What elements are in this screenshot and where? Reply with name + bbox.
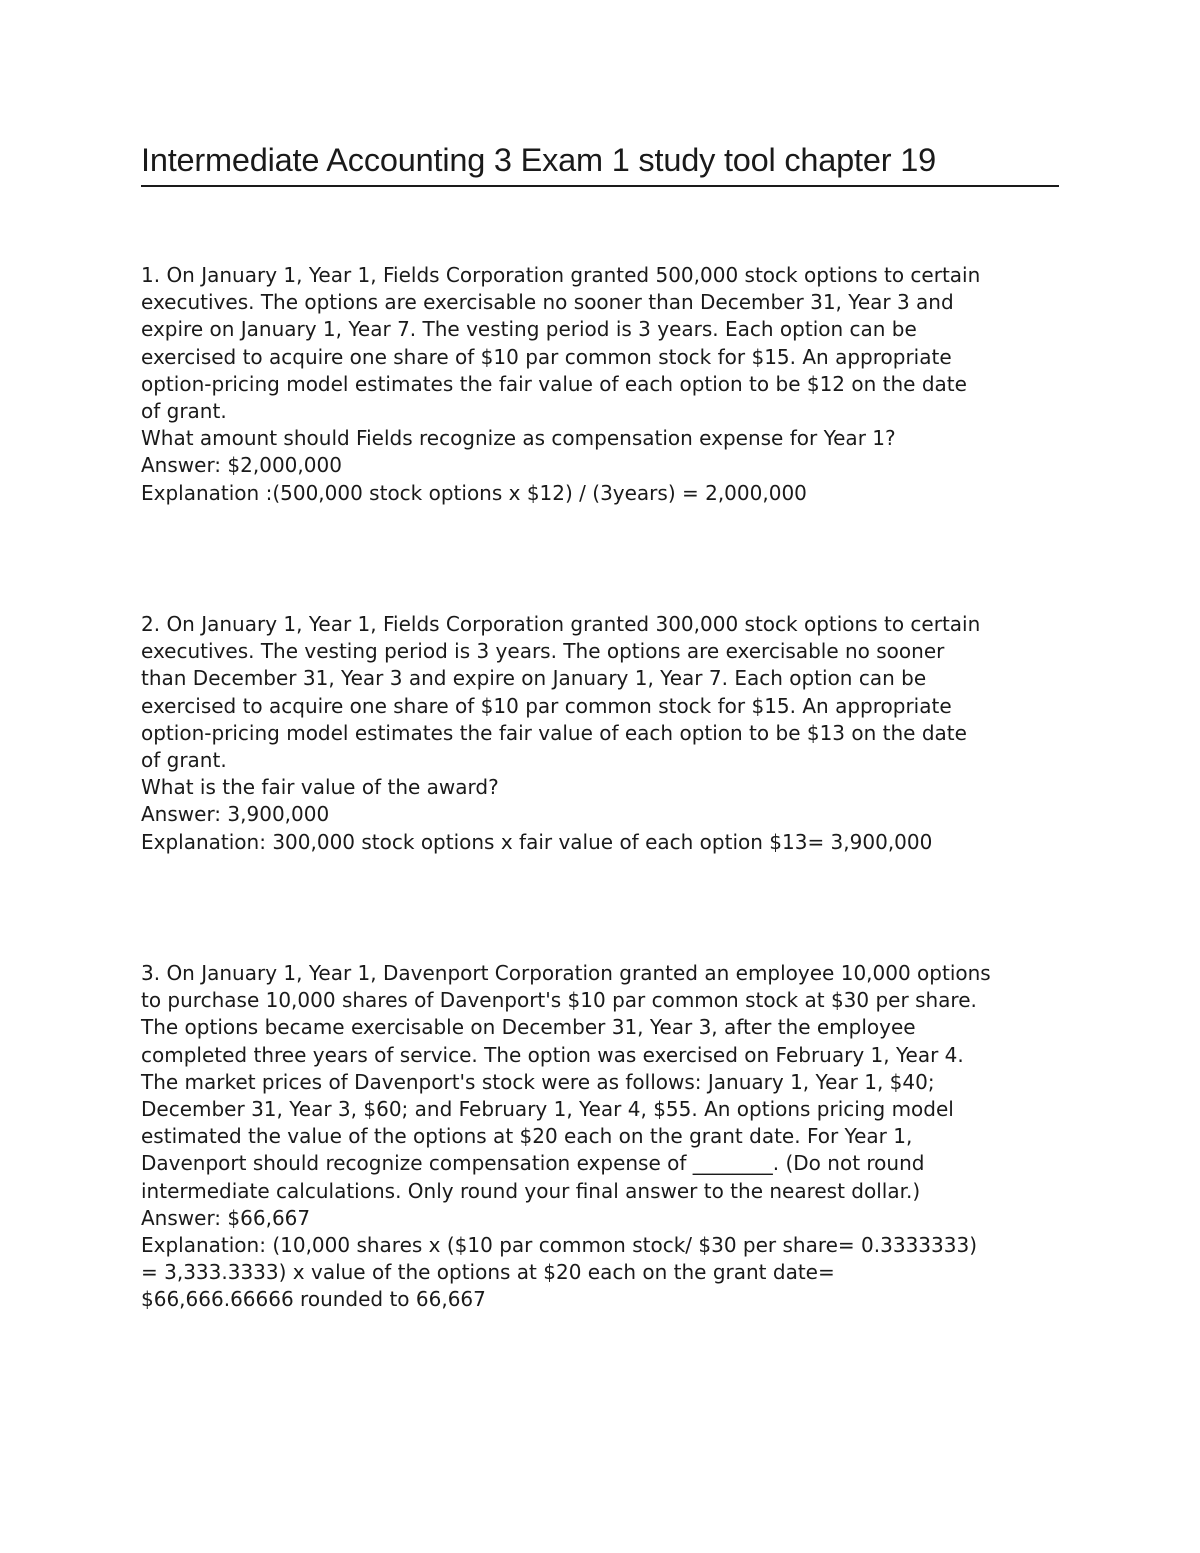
question-line: December 31, Year 3, $60; and February 1, Year 4, $55. An options pricing model [141, 1097, 954, 1122]
question-prompt: What amount should Fields recognize as compensation expense for Year 1? [141, 426, 896, 451]
question-line: exercised to acquire one share of $10 par common stock for $15. An appropriate [141, 693, 952, 718]
question-text [141, 611, 1066, 774]
question-line: option-pricing model estimates the fair value of each option to be $12 on the date [141, 371, 967, 396]
question-prompt: What is the fair value of the award? [141, 775, 499, 800]
question-block-1 [141, 262, 1066, 507]
question-line: executives. The options are exercisable no sooner than December 31, Year 3 and [141, 290, 954, 315]
explanation-line: = 3,333.3333) x value of the options at $20 each on the grant date= [141, 1260, 835, 1285]
explanation-line: Explanation: (10,000 shares x ($10 par common stock/ $30 per share= 0.3333333) [141, 1233, 977, 1258]
question-block-3 [141, 960, 1066, 1314]
question-block-2 [141, 611, 1066, 856]
question-line: intermediate calculations. Only round your final answer to the nearest dollar.) [141, 1178, 921, 1203]
question-line: of grant. [141, 399, 227, 424]
question-line: expire on January 1, Year 7. The vesting period is 3 years. Each option can be [141, 317, 917, 342]
question-line: The market prices of Davenport's stock were as follows: January 1, Year 1, $40; [141, 1069, 935, 1094]
question-line: executives. The vesting period is 3 years. The options are exercisable no sooner [141, 639, 945, 664]
question-line: of grant. [141, 748, 227, 773]
explanation-line: Explanation: 300,000 stock options x fair value of each option $13= 3,900,000 [141, 829, 933, 854]
answer-text: Answer: 3,900,000 [141, 802, 330, 827]
question-line: to purchase 10,000 shares of Davenport's $10 par common stock at $30 per share. [141, 988, 977, 1013]
explanation-text [141, 829, 1066, 856]
question-line: 3. On January 1, Year 1, Davenport Corporation granted an employee 10,000 options [141, 961, 991, 985]
question-text [141, 262, 1066, 425]
explanation-line: Explanation :(500,000 stock options x $12) / (3years) = 2,000,000 [141, 480, 807, 505]
question-line: exercised to acquire one share of $10 par common stock for $15. An appropriate [141, 344, 952, 369]
question-line: estimated the value of the options at $20 each on the grant date. For Year 1, [141, 1124, 913, 1149]
explanation-text [141, 1232, 1066, 1314]
answer-text: Answer: $66,667 [141, 1205, 311, 1230]
question-line: 1. On January 1, Year 1, Fields Corporation granted 500,000 stock options to certain [141, 263, 981, 287]
question-line: Davenport should recognize compensation expense of ________. (Do not round [141, 1151, 925, 1176]
question-text [141, 960, 1066, 1205]
question-line: completed three years of service. The option was exercised on February 1, Year 4. [141, 1042, 964, 1067]
question-line: The options became exercisable on December 31, Year 3, after the employee [141, 1015, 916, 1040]
explanation-text [141, 480, 1066, 507]
question-line: than December 31, Year 3 and expire on January 1, Year 7. Each option can be [141, 666, 927, 691]
question-line: 2. On January 1, Year 1, Fields Corporation granted 300,000 stock options to certain [141, 612, 981, 636]
question-line: option-pricing model estimates the fair value of each option to be $13 on the date [141, 720, 967, 745]
document-title: Intermediate Accounting 3 Exam 1 study tool chapter 19 [141, 139, 1059, 187]
answer-text: Answer: $2,000,000 [141, 453, 342, 478]
explanation-line: $66,666.66666 rounded to 66,667 [141, 1287, 486, 1312]
